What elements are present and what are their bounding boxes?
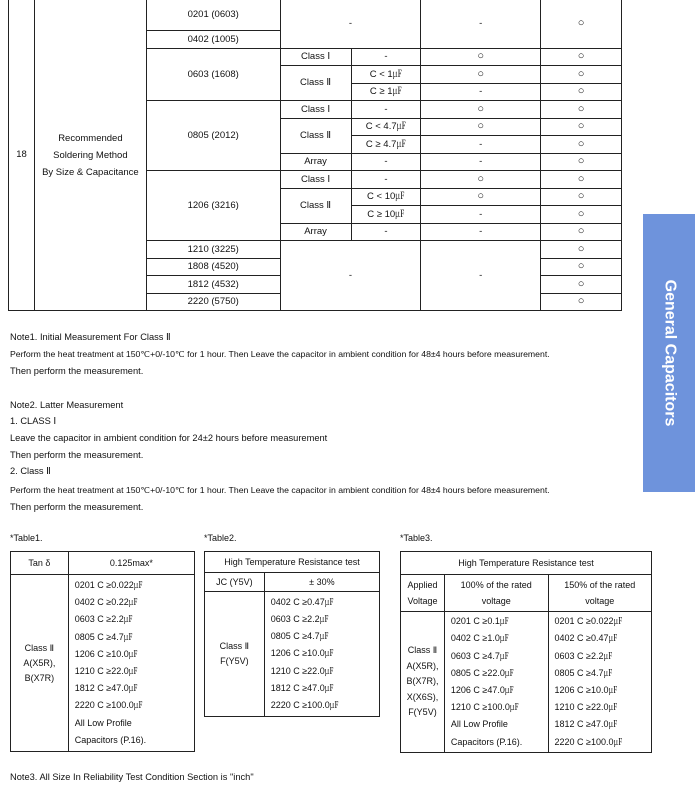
table3-label: *Table3. — [400, 533, 433, 543]
table1-class: Class Ⅱ A(X5R), B(X7R) — [11, 575, 69, 752]
table3-list-150: 0201 C ≥0.022㎌ 0402 C ≥0.47㎌ 0603 C ≥2.2㎌ 0805 C ≥4.7㎌ 1206 C ≥10.0㎌ 1210 C ≥22.0㎌ 1812 C ≥47.0㎌ 2220 C ≥100.0㎌ — [548, 612, 652, 753]
dash-cell: - — [351, 153, 421, 171]
circle-mark: ○ — [541, 153, 622, 171]
size-1210: 1210 (3225) — [146, 241, 280, 259]
condition-cell: C < 4.7㎌ — [351, 118, 421, 136]
table3-applied-voltage: Applied Voltage — [401, 575, 445, 612]
circle-mark: ○ — [541, 66, 622, 84]
note2-line: Then perform the measurement. — [10, 450, 144, 460]
section-tab-label: General Capacitors — [661, 279, 679, 427]
circle-mark: ○ — [541, 188, 622, 206]
table3-title: High Temperature Resistance test — [401, 552, 652, 575]
table3-class: Class Ⅱ A(X5R), B(X7R), X(X6S), F(Y5V) — [401, 612, 445, 753]
circle-mark: ○ — [421, 48, 541, 66]
size-1812: 1812 (4532) — [146, 276, 280, 294]
note2-line: Leave the capacitor in ambient condition for 24±2 hours before measurement — [10, 433, 328, 443]
note2-line: Then perform the measurement. — [10, 502, 144, 512]
dash-cell: - — [421, 223, 541, 241]
note3: Note3. All Size In Reliability Test Condition Section is "inch" — [10, 772, 254, 782]
circle-mark: ○ — [541, 293, 622, 311]
class-2-label: Class Ⅱ — [280, 118, 351, 153]
section-tab-label-wrap — [643, 214, 695, 492]
circle-mark: ○ — [541, 83, 622, 101]
circle-mark: ○ — [421, 118, 541, 136]
item-title: Recommended Soldering Method By Size & Capacitance — [34, 0, 146, 311]
table1-header: 0.125max* — [68, 552, 194, 575]
array-label: Array — [280, 153, 351, 171]
table3-col-100: 100% of the rated voltage — [444, 575, 548, 612]
circle-mark: ○ — [541, 0, 622, 48]
dash-cell: - — [421, 206, 541, 224]
circle-mark: ○ — [541, 241, 622, 259]
note1-line: Then perform the measurement. — [10, 366, 144, 376]
size-0402: 0402 (1005) — [146, 31, 280, 49]
note2-title: Note2. Latter Measurement — [10, 400, 124, 410]
size-0201: 0201 (0603) — [146, 0, 280, 31]
table2-title: High Temperature Resistance test — [205, 552, 380, 573]
note1-title: Note1. Initial Measurement For Class Ⅱ — [10, 332, 171, 342]
dash-cell: - — [421, 0, 541, 48]
dash-cell: - — [421, 136, 541, 154]
circle-mark: ○ — [541, 276, 622, 294]
class-1-label: Class Ⅰ — [280, 101, 351, 119]
class-1-label: Class Ⅰ — [280, 48, 351, 66]
circle-mark: ○ — [541, 101, 622, 119]
note2-class1: 1. CLASS Ⅰ — [10, 416, 57, 426]
table3-list-100: 0201 C ≥0.1㎌ 0402 C ≥1.0㎌ 0603 C ≥4.7㎌ 0805 C ≥22.0㎌ 1206 C ≥47.0㎌ 1210 C ≥100.0㎌ All Low Profile Capacitors (P.16). — [444, 612, 548, 753]
circle-mark: ○ — [541, 48, 622, 66]
dash-cell: - — [351, 48, 421, 66]
circle-mark: ○ — [541, 206, 622, 224]
class-2-label: Class Ⅱ — [280, 188, 351, 223]
table2-class: Class Ⅱ F(Y5V) — [205, 592, 265, 717]
class-2-label: Class Ⅱ — [280, 66, 351, 101]
circle-mark: ○ — [541, 171, 622, 189]
dash-cell: - — [280, 0, 421, 48]
dash-cell: - — [351, 101, 421, 119]
condition-cell: C < 1㎌ — [351, 66, 421, 84]
table2-label: *Table2. — [204, 533, 237, 543]
size-1206: 1206 (3216) — [146, 171, 280, 241]
condition-cell: C ≥ 10㎌ — [351, 206, 421, 224]
dash-cell: - — [421, 83, 541, 101]
table1-label: *Table1. — [10, 533, 43, 543]
table2-header: JC (Y5V) — [205, 573, 265, 592]
note2-line: Perform the heat treatment at 150℃+0/-10℃ for 1 hour. Then Leave the capacitor in ambient condition for 48±4 hours before measurement. — [10, 485, 550, 495]
table3-col-150: 150% of the rated voltage — [548, 575, 652, 612]
condition-cell: C < 10㎌ — [351, 188, 421, 206]
circle-mark: ○ — [541, 223, 622, 241]
size-0805: 0805 (2012) — [146, 101, 280, 171]
table1-capacitance-list: 0201 C ≥0.022㎌ 0402 C ≥0.22㎌ 0603 C ≥2.2㎌ 0805 C ≥4.7㎌ 1206 C ≥10.0㎌ 1210 C ≥22.0㎌ 1812 C ≥47.0㎌ 2220 C ≥100.0㎌ All Low Profile Capacitors (P.16). — [68, 575, 194, 752]
class-1-label: Class Ⅰ — [280, 171, 351, 189]
circle-mark: ○ — [541, 258, 622, 276]
circle-mark: ○ — [541, 136, 622, 154]
soldering-method-table — [8, 0, 622, 311]
dash-cell: - — [421, 153, 541, 171]
table3 — [400, 551, 652, 753]
table1 — [10, 551, 195, 752]
dash-cell: - — [280, 241, 421, 311]
item-number: 18 — [9, 0, 35, 311]
size-2220: 2220 (5750) — [146, 293, 280, 311]
condition-cell: C ≥ 4.7㎌ — [351, 136, 421, 154]
circle-mark: ○ — [421, 171, 541, 189]
circle-mark: ○ — [421, 188, 541, 206]
condition-cell: C ≥ 1㎌ — [351, 83, 421, 101]
circle-mark: ○ — [421, 66, 541, 84]
array-label: Array — [280, 223, 351, 241]
size-0603: 0603 (1608) — [146, 48, 280, 101]
table2 — [204, 551, 380, 717]
note1-line: Perform the heat treatment at 150℃+0/-10℃ for 1 hour. Then Leave the capacitor in ambient condition for 48±4 hours before measurement. — [10, 349, 550, 359]
circle-mark: ○ — [541, 118, 622, 136]
table1-header: Tan δ — [11, 552, 69, 575]
dash-cell: - — [351, 171, 421, 189]
circle-mark: ○ — [421, 101, 541, 119]
table2-capacitance-list: 0402 C ≥0.47㎌ 0603 C ≥2.2㎌ 0805 C ≥4.7㎌ 1206 C ≥10.0㎌ 1210 C ≥22.0㎌ 1812 C ≥47.0㎌ 2220 C ≥100.0㎌ — [264, 592, 379, 717]
dash-cell: - — [351, 223, 421, 241]
size-1808: 1808 (4520) — [146, 258, 280, 276]
note2-class2: 2. Class Ⅱ — [10, 466, 51, 476]
dash-cell: - — [421, 241, 541, 311]
table2-header: ± 30% — [264, 573, 379, 592]
